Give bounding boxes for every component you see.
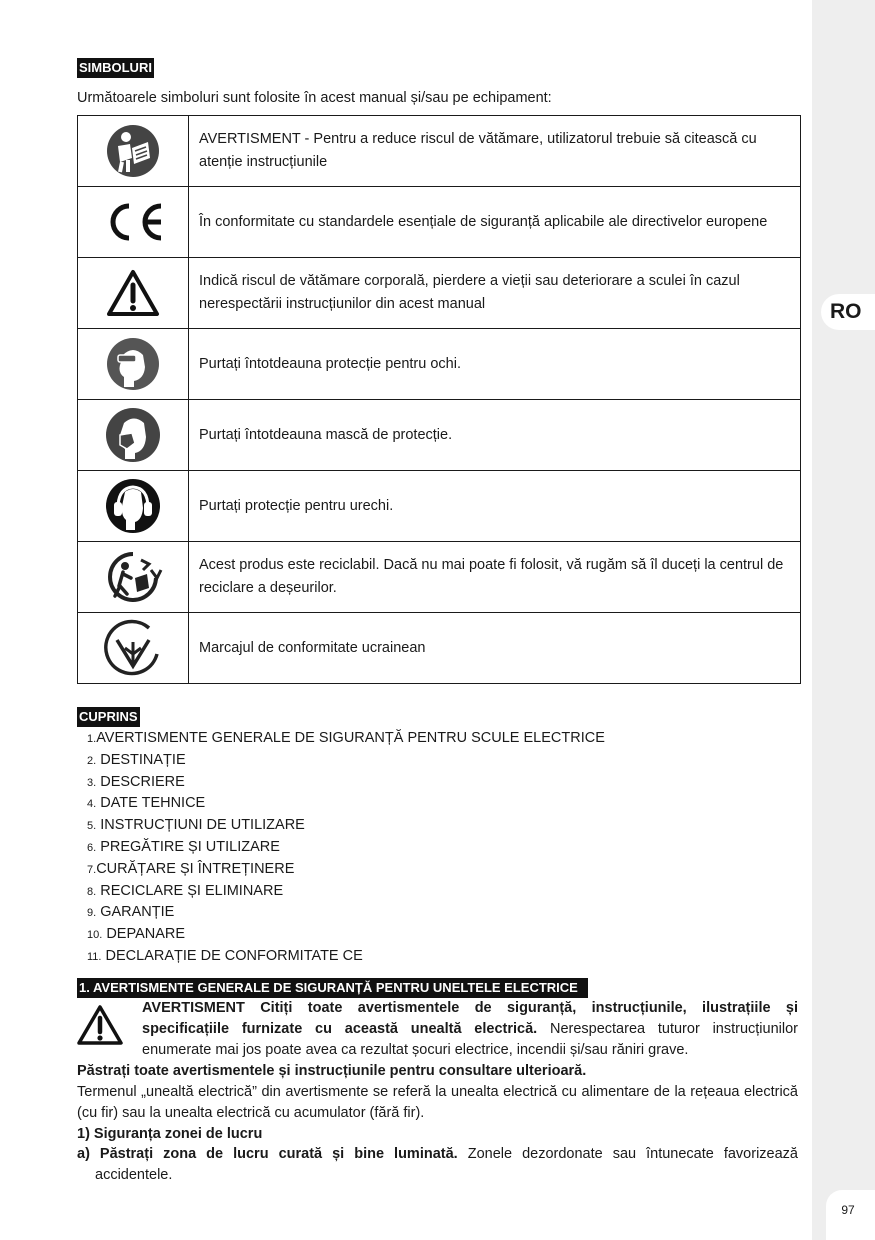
toc-number: 2. [87,754,97,767]
list-item [87,859,605,881]
symbol-row [78,258,801,329]
toc-label: DATE TEHNICE [100,795,206,812]
toc-label: INSTRUCȚIUNI DE UTILIZARE [100,817,305,834]
toc-label: RECICLARE ȘI ELIMINARE [100,882,284,899]
symbol-description: În conformitate cu standardele esențiale de siguranță aplicabile ale directivelor europene [189,187,801,258]
toc-label: DEPANARE [106,926,186,943]
item-a [77,1144,798,1186]
mask-icon [105,407,161,463]
list-item [87,815,605,837]
symbol-icon-cell [78,471,189,542]
toc-number: 4. [87,798,97,811]
symbol-row [78,613,801,684]
symbol-row [78,116,801,187]
warning-triangle-icon [76,1004,124,1046]
toc-number: 1. [87,733,97,745]
symbol-icon-cell [78,542,189,613]
toc-number: 6. [87,841,97,854]
list-item [87,793,605,815]
list-item [87,772,605,794]
symbol-description: Marcajul de conformitate ucrainean [189,613,801,684]
toc-label: GARANȚIE [100,904,175,921]
symbol-row [78,187,801,258]
recycle-icon [103,548,163,606]
power-tool-term-paragraph: Termenul „unealtă electrică” din avertismente se referă la unealta electrică cu alimentare de la rețeaua electrică (cu fir) sau la unealta electrică cu acumulator (fără fir). [77,1084,798,1121]
eye-protection-icon [106,337,160,391]
ua-conformity-icon [103,618,163,678]
symbols-heading: SIMBOLURI [77,58,154,78]
language-tab: RO [821,294,875,330]
symbol-description: AVERTISMENT - Pentru a reduce riscul de vătămare, utilizatorul trebuie să citească cu atenție instrucțiunile [189,116,801,187]
toc-label: DESCRIERE [100,773,185,790]
toc-number: 8. [87,885,97,898]
item-a-rest-text: Zonele dezordonate sau întunecate favorizează accidentele. [95,1146,798,1183]
keep-instructions-line [77,1061,798,1082]
list-item [87,924,605,946]
symbol-icon-cell [78,400,189,471]
section1-heading: 1. AVERTISMENTE GENERALE DE SIGURANȚĂ PENTRU UNELTELE ELECTRICE [77,978,588,998]
toc-number: 7. [87,863,97,876]
page-number: 97 [826,1190,875,1240]
read-manual-icon [106,124,160,178]
contents-heading: CUPRINS [77,707,140,727]
symbol-row [78,471,801,542]
warning-triangle-icon [106,268,160,318]
toc-number: 9. [87,907,97,920]
symbol-row [78,542,801,613]
list-item [87,750,605,772]
toc-label: AVERTISMENTE GENERALE DE SIGURANȚĂ PENTRU SCULE ELECTRICE [96,730,605,746]
symbol-icon-cell [78,187,189,258]
symbol-description: Indică riscul de vătămare corporală, pierdere a vieții sau deteriorare a sculei în cazul nerespectării instrucțiunilor din acest manual [189,258,801,329]
work-area-subheading [77,1124,798,1145]
symbol-icon-cell [78,258,189,329]
side-margin-bar [812,0,875,1240]
toc-number: 10. [87,929,103,942]
ce-mark-icon [101,202,165,242]
list-item [87,728,605,750]
toc-number: 11. [87,950,102,963]
list-item [87,837,605,859]
symbols-table [77,115,801,684]
symbol-icon-cell [78,116,189,187]
ear-protection-icon [105,478,161,534]
symbol-description: Purtați protecție pentru urechi. [189,471,801,542]
symbol-description: Purtați întotdeauna mască de protecție. [189,400,801,471]
toc-label: CURĂȚARE ȘI ÎNTREȚINERE [96,860,295,877]
toc-number: 3. [87,776,97,789]
general-warning-text [142,998,798,1061]
toc-label: DESTINAȚIE [100,751,186,768]
symbol-row [78,400,801,471]
symbols-intro: Următoarele simboluri sunt folosite în acest manual și/sau pe echipament: [77,90,552,106]
list-item [87,902,605,924]
toc-number: 5. [87,820,97,833]
keep-instructions-text: Păstrați toate avertismentele și instrucțiunile pentru consultare ulterioară. [77,1063,587,1079]
symbol-icon-cell [78,613,189,684]
warning-bold-text: AVERTISMENT Citiți toate avertismentele de siguranță, instrucțiunile, ilustrațiile și specificațiile furnizate cu această unealtă electrică. [142,1000,798,1037]
work-area-subheading-text: 1) Siguranța zonei de lucru [77,1126,263,1142]
symbol-description: Acest produs este reciclabil. Dacă nu mai poate fi folosit, vă rugăm să îl duceți la centrul de reciclare a deșeurilor. [189,542,801,613]
table-of-contents [87,728,605,968]
item-a-bold-text: a) Păstrați zona de lucru curată și bine luminată. [77,1146,458,1162]
list-item [87,881,605,903]
list-item [87,946,605,968]
warning-rest-text: Nerespectarea tuturor instrucțiunilor enumerate mai jos poate avea ca rezultat șocuri electrice, incendii și/sau răniri grave. [142,1021,798,1058]
toc-label: PREGĂTIRE ȘI UTILIZARE [100,838,280,855]
symbol-description: Purtați întotdeauna protecție pentru ochi. [189,329,801,400]
symbol-row [78,329,801,400]
toc-label: DECLARAȚIE DE CONFORMITATE CE [105,947,363,964]
symbol-icon-cell [78,329,189,400]
